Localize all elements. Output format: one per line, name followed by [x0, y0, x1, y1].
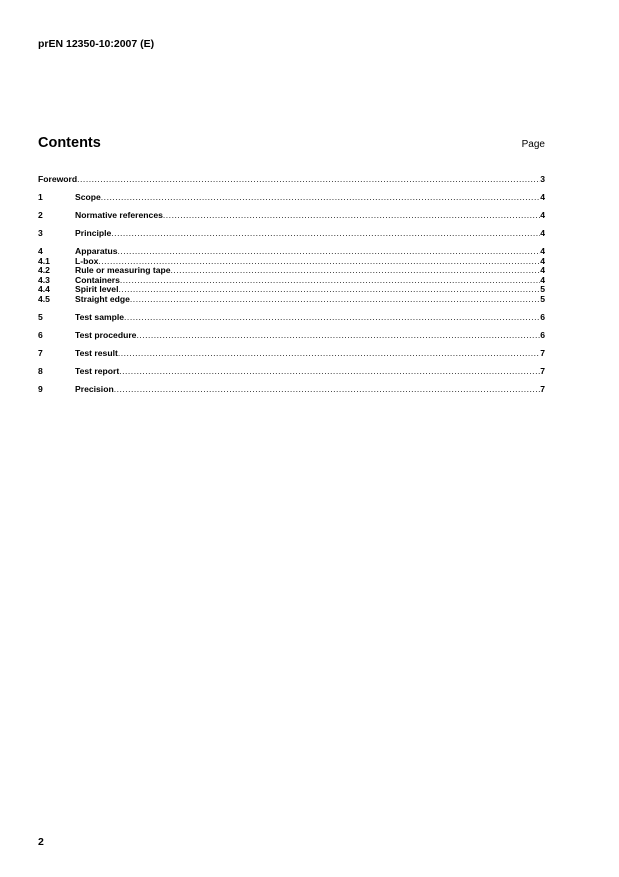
- toc-entry-number: 3: [38, 228, 43, 238]
- toc-leader-dots: [130, 295, 540, 305]
- toc-entry-page: 4: [540, 210, 545, 220]
- toc-entry-number: 4.4: [38, 284, 50, 294]
- page-number: 2: [38, 836, 44, 848]
- toc-leader-dots: [136, 331, 540, 341]
- toc-entry-page: 4: [540, 274, 545, 285]
- toc-entry-page: 4: [540, 265, 545, 275]
- toc-entry-precision[interactable]: [38, 385, 545, 395]
- toc-entry-foreword[interactable]: [38, 175, 545, 185]
- toc-entry-page: 7: [540, 347, 545, 358]
- toc-entry-number: 4.5: [38, 293, 50, 304]
- toc-entry-number: 7: [38, 347, 43, 358]
- toc-entry-title: Rule or measuring tape: [75, 265, 171, 275]
- toc-leader-dots: [77, 175, 540, 185]
- toc-leader-dots: [124, 313, 540, 323]
- toc-entry-title: Containers: [75, 274, 120, 285]
- toc-entry-test-result[interactable]: [38, 349, 545, 359]
- toc-entry-title: Precision: [75, 383, 114, 394]
- toc-entry-page: 4: [540, 228, 545, 238]
- toc-entry-number: 4.2: [38, 265, 50, 275]
- toc-entry-test-sample[interactable]: [38, 313, 545, 323]
- toc-entry-number: 5: [38, 311, 43, 322]
- toc-leader-dots: [111, 229, 540, 239]
- toc-entry-number: 4.1: [38, 255, 50, 266]
- toc-entry-apparatus[interactable]: [38, 247, 545, 257]
- toc-entry-number: 6: [38, 329, 43, 340]
- toc-entry-test-report[interactable]: [38, 367, 545, 377]
- toc-entry-normative-references[interactable]: [38, 211, 545, 221]
- toc-entry-title: Apparatus: [75, 246, 118, 256]
- toc-entry-title: Test report: [75, 365, 120, 376]
- toc-entry-test-procedure[interactable]: [38, 331, 545, 341]
- toc-entry-number: 8: [38, 365, 43, 376]
- toc-entry-straight-edge[interactable]: [38, 295, 545, 305]
- toc-entry-page: 4: [540, 255, 545, 266]
- toc-leader-dots: [114, 385, 541, 395]
- page-column-label: Page: [521, 139, 545, 150]
- toc-leader-dots: [101, 193, 540, 203]
- toc-leader-dots: [120, 276, 540, 286]
- toc-entry-title: Test result: [75, 347, 118, 358]
- toc-leader-dots: [118, 247, 541, 257]
- table-of-contents: [38, 175, 545, 394]
- toc-entry-title: Normative references: [75, 210, 163, 220]
- toc-leader-dots: [118, 285, 540, 295]
- toc-entry-title: L-box: [75, 255, 99, 266]
- toc-entry-page: 7: [540, 365, 545, 376]
- toc-leader-dots: [163, 211, 540, 221]
- toc-entry-title: Principle: [75, 228, 112, 238]
- toc-entry-number: 1: [38, 192, 43, 202]
- toc-entry-number: 2: [38, 210, 43, 220]
- toc-entry-title: Test sample: [75, 311, 125, 322]
- toc-leader-dots: [171, 266, 541, 276]
- toc-entry-number: 4: [38, 246, 43, 256]
- toc-entry-number: 9: [38, 383, 43, 394]
- toc-entry-page: 4: [540, 246, 545, 256]
- toc-entry-title: Spirit level: [75, 284, 119, 294]
- toc-entry-page: 4: [540, 192, 545, 202]
- contents-heading: Contents: [38, 135, 101, 151]
- document-header: prEN 12350-10:2007 (E): [38, 38, 155, 50]
- toc-entry-scope[interactable]: [38, 193, 545, 203]
- toc-entry-page: 5: [540, 293, 545, 304]
- toc-entry-page: 3: [540, 174, 545, 184]
- toc-entry-principle[interactable]: [38, 229, 545, 239]
- toc-entry-page: 6: [540, 329, 545, 340]
- toc-entry-title: Test procedure: [75, 329, 137, 340]
- toc-entry-page: 5: [540, 284, 545, 294]
- toc-entry-title: Foreword: [38, 174, 78, 184]
- toc-leader-dots: [118, 349, 540, 359]
- toc-entry-title: Straight edge: [75, 293, 130, 304]
- toc-entry-number: 4.3: [38, 274, 50, 285]
- toc-entry-page: 7: [540, 383, 545, 394]
- toc-leader-dots: [119, 367, 540, 377]
- toc-entry-page: 6: [540, 311, 545, 322]
- toc-entry-title: Scope: [75, 192, 101, 202]
